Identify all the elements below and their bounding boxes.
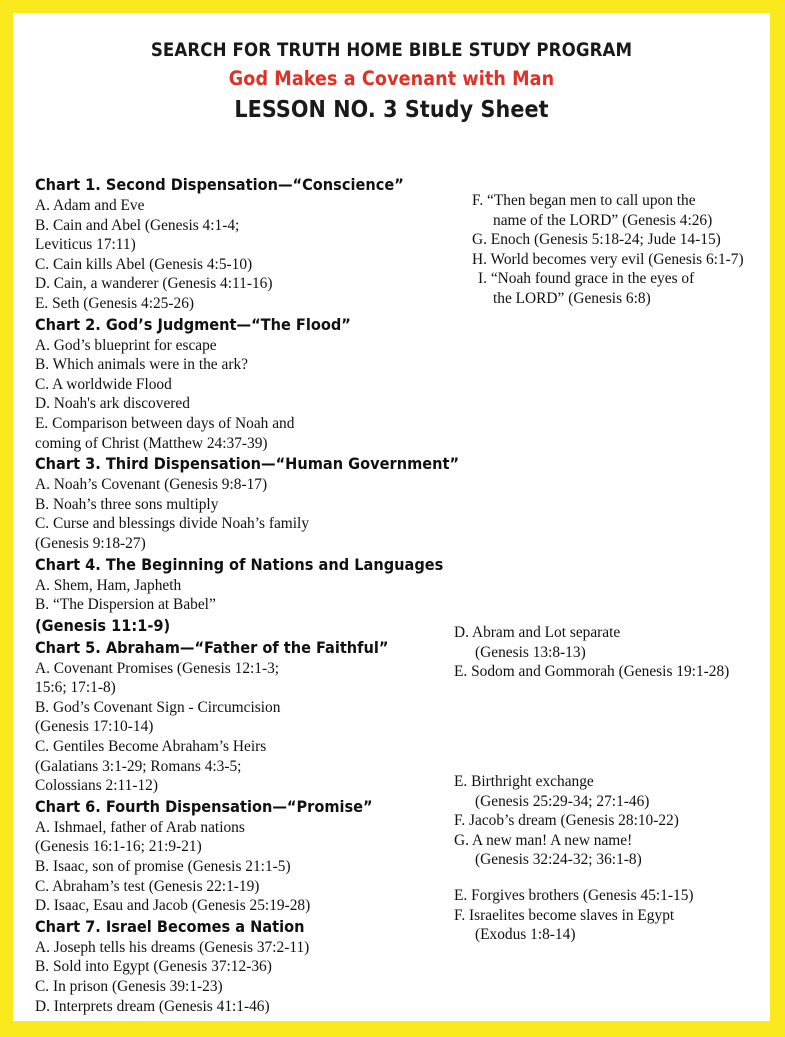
- chart-7-heading: Chart 7. Israel Becomes a Nation: [35, 916, 305, 936]
- chart-6-item-cont: (Genesis 25:29-34; 27:1-46): [475, 792, 650, 810]
- chart-5-heading: Chart 5. Abraham—“Father of the Faithful”: [35, 637, 389, 657]
- chart-6-item: F. Jacob’s dream (Genesis 28:10-22): [454, 812, 679, 830]
- chart-1-right-items: [472, 191, 744, 309]
- chart-6-right-items: [454, 772, 679, 870]
- chart-6-item: G. A new man! A new name!: [454, 831, 633, 849]
- chart-block-7: [35, 916, 435, 1016]
- chart-block-2: [35, 314, 435, 454]
- chart-4-item: A. Shem, Ham, Japheth: [35, 576, 182, 594]
- chart-6-item: B. Isaac, son of promise (Genesis 21:1-5): [35, 858, 291, 876]
- chart-5-right-items: [454, 623, 729, 682]
- chart-6-item: D. Isaac, Esau and Jacob (Genesis 25:19-28): [35, 897, 311, 915]
- chart-1-item: A. Adam and Eve: [35, 197, 145, 214]
- chart-1-item: H. World becomes very evil (Genesis 6:1-7): [472, 250, 744, 268]
- chart-5-item: B. God’s Covenant Sign - Circumcision: [35, 698, 281, 716]
- chart-2-item: A. God’s blueprint for escape: [35, 336, 217, 354]
- chart-7-item: E. Forgives brothers (Genesis 45:1-15): [454, 887, 694, 904]
- chart-5-item: A. Covenant Promises (Genesis 12:1-3;: [35, 659, 280, 677]
- charts-content: [13, 174, 770, 1015]
- chart-1-heading: Chart 1. Second Dispensation—“Conscience”: [35, 175, 404, 194]
- chart-5-item-cont: (Genesis 13:8-13): [475, 643, 586, 661]
- chart-5-item-cont: Colossians 2:11-12): [35, 777, 158, 795]
- chart-5-item: E. Sodom and Gommorah (Genesis 19:1-28): [454, 663, 730, 681]
- chart-4-item: B. “The Dispersion at Babel”: [35, 596, 216, 614]
- chart-5-item: C. Gentiles Become Abraham’s Heirs: [35, 738, 267, 756]
- chart-6-item: E. Birthright exchange: [454, 773, 594, 790]
- chart-1-item: B. Cain and Abel (Genesis 4:1-4;: [35, 216, 240, 234]
- chart-block-6: [35, 796, 435, 916]
- chart-1-item: I. “Noah found grace in the eyes of: [478, 270, 695, 288]
- chart-3-item-cont: (Genesis 9:18-27): [35, 534, 146, 552]
- lesson-subtitle: God Makes a Covenant with Man: [228, 67, 555, 90]
- chart-2-item-cont: coming of Christ (Matthew 24:37-39): [35, 434, 268, 452]
- chart-5-item-cont: 15:6; 17:1-8): [35, 679, 116, 697]
- chart-7-item-cont: (Exodus 1:8-14): [475, 926, 576, 944]
- page-header: [13, 13, 770, 126]
- chart-3-item: A. Noah’s Covenant (Genesis 9:8-17): [35, 476, 268, 494]
- chart-7-item: F. Israelites become slaves in Egypt: [454, 906, 675, 924]
- chart-7-item: C. In prison (Genesis 39:1-23): [35, 978, 223, 995]
- chart-block-1: [35, 174, 435, 314]
- chart-3-item: B. Noah’s three sons multiply: [35, 495, 219, 513]
- chart-4-bold-reference: (Genesis 11:1-9): [35, 615, 171, 635]
- chart-1-item-cont: Leviticus 17:11): [35, 236, 136, 254]
- chart-6-item-cont: (Genesis 16:1-16; 21:9-21): [35, 838, 202, 856]
- lesson-number-title: LESSON NO. 3 Study Sheet: [234, 97, 549, 123]
- chart-6-heading: Chart 6. Fourth Dispensation—“Promise”: [35, 796, 373, 816]
- chart-6-item: A. Ishmael, father of Arab nations: [35, 818, 245, 836]
- chart-6-item: C. Abraham’s test (Genesis 22:1-19): [35, 877, 260, 895]
- chart-1-item: E. Seth (Genesis 4:25-26): [35, 294, 195, 312]
- chart-2-item: E. Comparison between days of Noah and: [35, 414, 295, 432]
- chart-5-item-cont: (Galatians 3:1-29; Romans 4:3-5;: [35, 757, 242, 775]
- chart-2-item: D. Noah's ark discovered: [35, 395, 190, 413]
- chart-1-item-cont: the LORD” (Genesis 6:8): [493, 289, 651, 307]
- chart-1-item: D. Cain, a wanderer (Genesis 4:11-16): [35, 275, 273, 293]
- chart-7-right-items: [454, 886, 694, 945]
- sheet-body: [13, 13, 770, 1021]
- chart-1-item-cont: name of the LORD” (Genesis 4:26): [493, 211, 713, 229]
- chart-3-item: C. Curse and blessings divide Noah’s family: [35, 515, 310, 533]
- chart-1-item: C. Cain kills Abel (Genesis 4:5-10): [35, 255, 253, 273]
- chart-1-item: F. “Then began men to call upon the: [472, 192, 696, 209]
- chart-2-item: B. Which animals were in the ark?: [35, 356, 248, 374]
- chart-6-item-cont: (Genesis 32:24-32; 36:1-8): [475, 851, 642, 869]
- chart-block-3: [35, 453, 460, 553]
- chart-7-item: B. Sold into Egypt (Genesis 37:12-36): [35, 958, 272, 976]
- left-column: [35, 174, 460, 1016]
- chart-5-item: D. Abram and Lot separate: [454, 624, 621, 641]
- chart-2-heading: Chart 2. God’s Judgment—“The Flood”: [35, 314, 351, 334]
- chart-3-heading: Chart 3. Third Dispensation—“Human Government”: [35, 454, 460, 474]
- program-title: SEARCH FOR TRUTH HOME BIBLE STUDY PROGRAM: [150, 40, 633, 61]
- chart-block-5: [35, 637, 435, 796]
- chart-2-item: C. A worldwide Flood: [35, 375, 172, 393]
- chart-7-item: A. Joseph tells his dreams (Genesis 37:2-11): [35, 938, 310, 956]
- chart-4-heading: Chart 4. The Beginning of Nations and Languages: [35, 554, 444, 574]
- chart-block-4: [35, 554, 444, 637]
- chart-7-item: D. Interprets dream (Genesis 41:1-46): [35, 997, 270, 1015]
- chart-5-item-cont: (Genesis 17:10-14): [35, 718, 154, 736]
- chart-1-item: G. Enoch (Genesis 5:18-24; Jude 14-15): [472, 231, 721, 249]
